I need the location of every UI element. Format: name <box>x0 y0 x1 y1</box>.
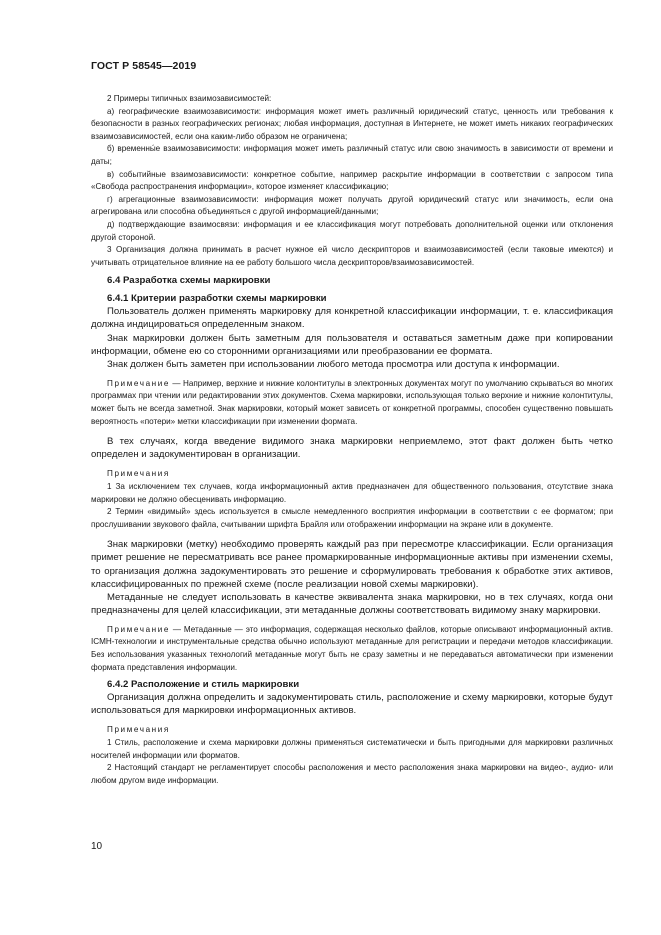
note-label: Примечание <box>107 378 171 388</box>
examples-intro: 2 Примеры типичных взаимозависимостей: <box>107 94 272 103</box>
page-content <box>91 93 613 787</box>
note-label: Примечание <box>107 624 171 634</box>
example-b: б) временны́е взаимозависимости: информация может иметь различный статус или свою значимость в зависимости от времени и даты; <box>91 144 613 166</box>
notes-label: Примечания <box>107 469 170 479</box>
section-6-4-heading: 6.4 Разработка схемы маркировки <box>107 275 271 287</box>
note-item: 2 Настоящий стандарт не регламентирует способы расположения и место расположения знака маркировки на видео-, аудио- или любом другом виде информации. <box>91 763 613 785</box>
note-text: — Метаданные — это информация, содержащая несколько файлов, которые описывают информационный актив. ICMH-технологии и инструментальные средства обычно используют метаданные для регистрации и передачи методов классификации. Без использования указанных технологий метаданные могут быть не сразу заметны и не передаваться автоматически при изменении формата представления информации. <box>91 624 613 672</box>
note-block <box>91 624 613 674</box>
spacer <box>91 371 613 378</box>
note-block <box>91 378 613 428</box>
document-header: ГОСТ Р 58545—2019 <box>91 60 197 72</box>
spacer <box>91 461 613 468</box>
example-d: г) агрегационные взаимозависимости: информация может получать другой юридический статус или значимость, если она агрегирована или способна объединяться с другой информацией/данными; <box>91 194 613 217</box>
paragraph: Знак маркировки (метку) необходимо проверять каждый раз при пересмотре классификации. Если организация примет решение не пересматривать все ранее промаркированные информационные активы при изменении схемы, то организация должна задокументировать это решение и сформулировать требования к обработке этих активов, классифицированных по прежней схеме (после реализации новой схемы маркировки). <box>91 539 613 590</box>
paragraph: Организация должна определить и задокументировать стиль, расположение и схему маркировки, которые будут использоваться для маркировки информационных активов. <box>91 692 613 717</box>
note-3: 3 Организация должна принимать в расчет нужное ей число дескрипторов и взаимозависимостей (если таковые имеются) и учитывать отрицательное влияние на ее работу большого числа дескрипторов/взаимозависимостей. <box>91 245 613 267</box>
note-item: 2 Термин «видимый» здесь используется в смысле немедленного восприятия информации в соответствии с ее форматом; при прослушивании звукового файла, считывании шрифта Брайля или отображении информации на экране или в документе. <box>91 507 613 529</box>
paragraph: В тех случаях, когда введение видимого знака маркировки неприемлемо, этот факт должен быть четко определен и задокументирован в организации. <box>91 436 613 461</box>
section-6-4-2-heading: 6.4.2 Расположение и стиль маркировки <box>107 679 300 691</box>
paragraph: Метаданные не следует использовать в качестве эквивалента знака маркировки, но в тех случаях, когда они предназначены для целей классификации, эти метаданные должны соответствовать видимому знаку маркировки. <box>91 591 613 616</box>
spacer <box>91 428 613 435</box>
spacer <box>91 717 613 724</box>
paragraph: Знак должен быть заметен при использовании любого метода просмотра или доступа к информации. <box>107 358 560 370</box>
note-text: — Например, верхние и нижние колонтитулы в электронных документах могут по умолчанию скрываться во многих программах при чтении или редактировании этих документов. Схема маркировки, использующая только верхние и нижние колонтитулы, может быть не всегда заметной. Знак маркировки, который может зависеть от конкретной программы, способен существенно повышать вероятность «потери» метки классификации при изменении формата. <box>91 378 613 426</box>
spacer <box>91 617 613 624</box>
example-e: д) подтверждающие взаимосвязи: информация и ее классификация могут потребовать дополнительной оценки или отклонения другой стороной. <box>91 219 613 242</box>
notes-label: Примечания <box>107 725 170 735</box>
paragraph: Знак маркировки должен быть заметным для пользователя и оставаться заметным даже при копировании информации, обмене ею со сторонними организациями или преобразовании ее формата. <box>91 332 613 357</box>
note-item: 1 Стиль, расположение и схема маркировки должны применяться систематически и быть пригодными для маркировки различных носителей информации или форматов. <box>91 738 613 760</box>
paragraph: Пользователь должен применять маркировку для конкретной классификации информации, т. е. классификация должна индицироваться определенным знаком. <box>91 306 613 331</box>
note-item: 1 За исключением тех случаев, когда информационный актив предназначен для общественного пользования, отсутствие знака маркировки не должно обесценивать информацию. <box>91 481 613 504</box>
section-6-4-1-heading: 6.4.1 Критерии разработки схемы маркировки <box>107 293 327 305</box>
spacer <box>91 531 613 538</box>
example-c: в) событийные взаимозависимости: конкретное событие, например раскрытие информации в соответствии с запросом типа «Свобода распространения информации», которое изменяет классификацию; <box>91 169 613 192</box>
page-number: 10 <box>91 841 103 852</box>
example-a: а) географические взаимозависимости: информация может иметь различный юридический статус, ценность или требования к безопасности в разных географических регионах; любая информация, доступная в Интернете, не может иметь никаких географических взаимозависимостей, если она каким-либо образом не ограничена; <box>91 106 613 141</box>
